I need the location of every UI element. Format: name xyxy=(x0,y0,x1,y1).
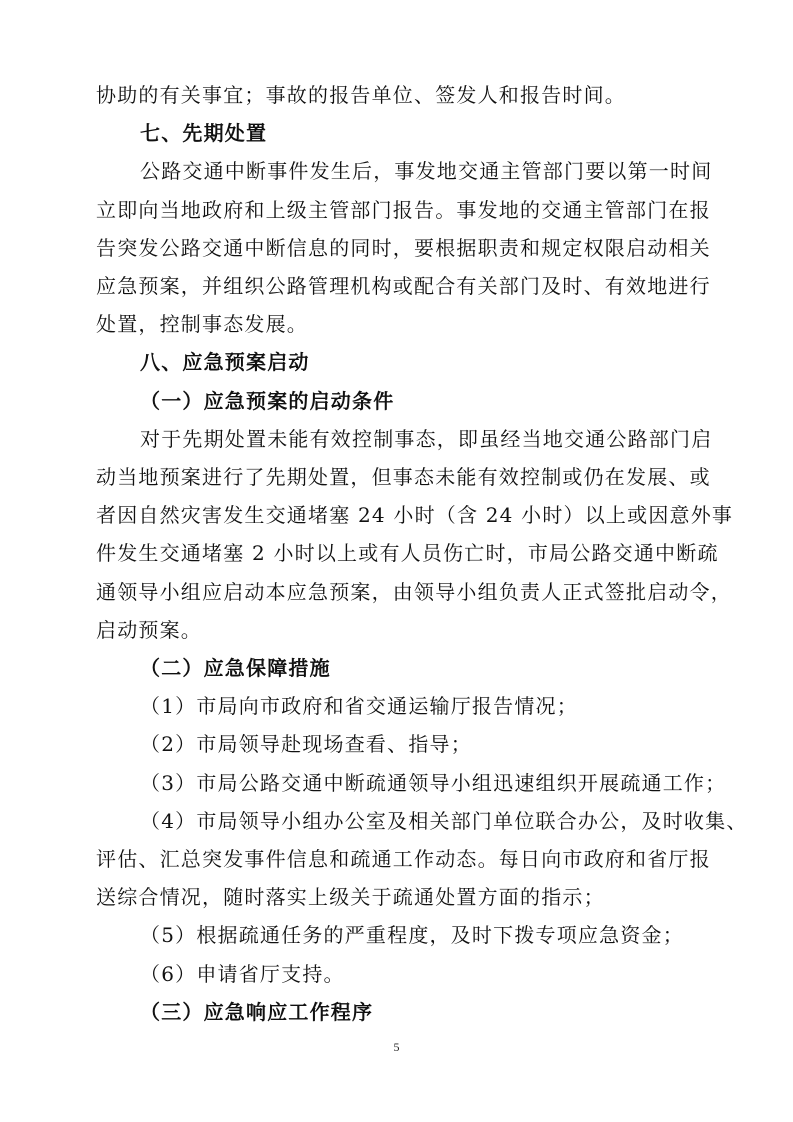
body-text-line: 件发生交通堵塞 2 小时以上或有人员伤亡时，市局公路交通中断疏 xyxy=(96,541,719,566)
body-text-line: 动当地预案进行了先期处置，但事态未能有效控制或仍在发展、或 xyxy=(96,465,711,489)
body-text-line: 公路交通中断事件发生后，事发地交通主管部门要以第一时间 xyxy=(140,159,713,184)
page-number: 5 xyxy=(393,1040,400,1054)
body-text-line: 评估、汇总突发事件信息和疏通工作动态。每日向市政府和省厅报 xyxy=(96,847,711,871)
body-text-line: 对于先期处置未能有效控制事态，即虽经当地交通公路部门启 xyxy=(140,426,713,451)
body-text-line: 协助的有关事宜；事故的报告单位、签发人和报告时间。 xyxy=(96,83,626,107)
list-item: （5）根据疏通任务的严重程度，及时下拨专项应急资金； xyxy=(140,923,684,948)
subsection-heading: （一）应急预案的启动条件 xyxy=(140,388,395,413)
list-item: （3）市局公路交通中断疏通领导小组迅速组织开展疏通工作； xyxy=(140,770,727,795)
list-item: （2）市局领导赴现场查看、指导； xyxy=(140,732,472,757)
body-text-line: 立即向当地政府和上级主管部门报告。事发地的交通主管部门在报 xyxy=(96,197,711,222)
section-heading: 八、应急预案启动 xyxy=(140,350,310,375)
body-text-line: 启动预案。 xyxy=(96,617,202,642)
list-item: （4）市局领导小组办公室及相关部门单位联合办公，及时收集、 xyxy=(140,808,748,833)
section-heading: 七、先期处置 xyxy=(140,121,268,146)
body-text-line: 送综合情况，随时落实上级关于疏通处置方面的指示； xyxy=(96,885,605,910)
list-item: （1）市局向市政府和省交通运输厅报告情况； xyxy=(140,694,578,719)
list-item: （6）申请省厅支持。 xyxy=(140,961,345,986)
subsection-heading: （三）应急响应工作程序 xyxy=(140,999,374,1024)
body-text-line: 告突发公路交通中断信息的同时，要根据职责和规定权限启动相关 xyxy=(96,235,711,260)
body-text-line: 应急预案，并组织公路管理机构或配合有关部门及时、有效地进行 xyxy=(96,274,711,298)
body-text-line: 者因自然灾害发生交通堵塞 24 小时（含 24 小时）以上或因意外事 xyxy=(96,503,734,528)
body-text-line: 通领导小组应启动本应急预案，由领导小组负责人正式签批启动令， xyxy=(96,579,732,604)
subsection-heading: （二）应急保障措施 xyxy=(140,656,331,680)
body-text-line: 处置，控制事态发展。 xyxy=(96,312,308,337)
